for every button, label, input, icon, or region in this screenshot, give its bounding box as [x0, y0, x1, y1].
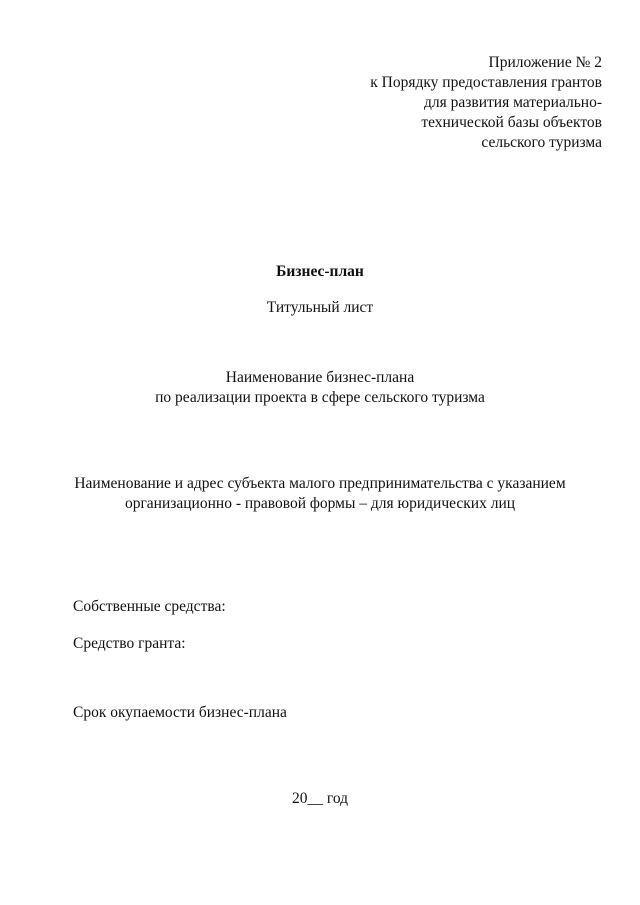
appendix-header: [302, 53, 602, 153]
appendix-line: сельского туризма: [481, 134, 602, 151]
subject-name-line: Наименование и адрес субъекта малого предпринимательства с указанием: [74, 475, 566, 492]
document-title: Бизнес-план: [276, 263, 364, 280]
document-subtitle: Титульный лист: [266, 299, 374, 316]
appendix-line: технической базы объектов: [421, 114, 602, 131]
plan-name-block: [0, 368, 640, 408]
subject-name-block: [0, 474, 640, 514]
appendix-line: для развития материально-: [424, 94, 602, 111]
appendix-line: к Порядку предоставления грантов: [370, 74, 602, 91]
own-funds-label: Собственные средства:: [73, 598, 226, 615]
appendix-line: Приложение № 2: [488, 54, 602, 71]
plan-name-line: по реализации проекта в сфере сельского туризма: [155, 389, 485, 406]
subject-name-line: организационно - правовой формы – для юридических лиц: [124, 495, 516, 512]
payback-period-label: Срок окупаемости бизнес-плана: [73, 704, 287, 721]
plan-name-line: Наименование бизнес-плана: [225, 369, 415, 386]
year-line: 20__ год: [291, 790, 349, 807]
grant-funds-label: Средство гранта:: [73, 635, 186, 652]
